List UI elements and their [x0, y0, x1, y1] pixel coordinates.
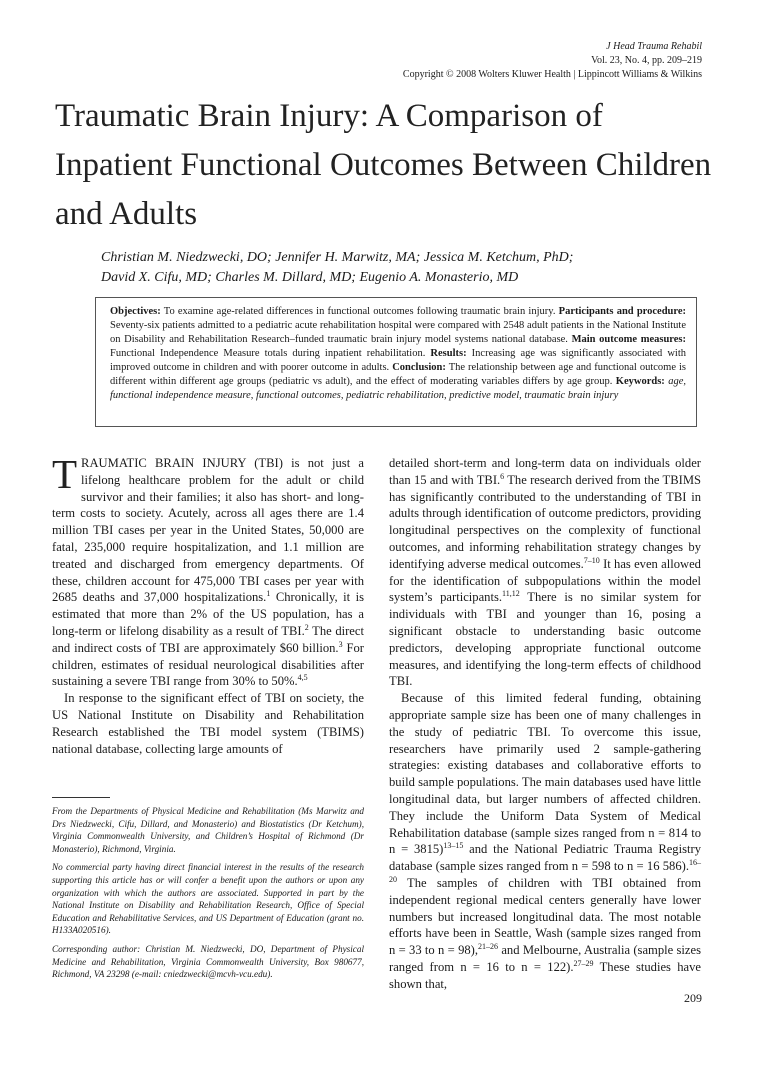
- page-number: 209: [684, 991, 702, 1005]
- objectives-label: Objectives:: [110, 306, 161, 317]
- objectives-text: To examine age-related differences in functional outcomes following traumatic brain injury.: [163, 306, 556, 317]
- volume-info: Vol. 23, No. 4, pp. 209–219: [591, 55, 702, 66]
- keywords-text: age, functional independence measure, functional outcomes, pediatric rehabilitation, predictive model, traumatic brain injury: [110, 376, 687, 401]
- measures-text: Functional Independence Measure totals during inpatient rehabilitation.: [110, 348, 426, 359]
- citation: 16–20: [389, 857, 701, 884]
- citation: 2: [304, 622, 309, 632]
- participants-label: Participants and procedure:: [558, 306, 687, 317]
- drop-cap: T: [52, 451, 78, 497]
- abstract-box: [95, 297, 697, 427]
- citation: 3: [338, 639, 343, 649]
- participants-text: Seventy-six patients admitted to a pediatric acute rehabilitation hospital were compared with 2548 adult patients in the National Institute on Disability and Rehabilitation Research–funded traumatic brain injury model systems national database.: [110, 320, 686, 345]
- footnotes: [52, 805, 364, 987]
- citation: 13–15: [443, 841, 464, 851]
- body-column-left: [52, 451, 365, 757]
- body-column-right: [389, 455, 701, 993]
- authors-line-1: Christian M. Niedzwecki, DO; Jennifer H. Marwitz, MA; Jessica M. Ketchum, PhD;: [101, 250, 574, 265]
- citation: 7–10: [583, 555, 600, 565]
- citation: 1: [266, 589, 271, 599]
- conclusion-text: The relationship between age and functional outcome is different within different age groups (pediatric vs adult), and the effect of moderating variables differs by age group.: [110, 362, 686, 387]
- footnote-affiliations: From the Departments of Physical Medicine and Rehabilitation (Ms Marwitz and Drs Niedzwecki, Cifu, Dillard, and Monasterio) and Biostatistics (Dr Ketchum), Virginia Commonwealth University, and Children’s Hospital of Richmond (Dr Monasterio), Richmond, Virginia.: [52, 806, 364, 854]
- author-list: [101, 248, 721, 288]
- results-text: Increasing age was significantly associated with improved outcome in children and with poorer outcome in adults.: [110, 348, 686, 373]
- intro-paragraph-3: detailed short-term and long-term data on individuals older than 15 and with TBI.$^6$ The research derived from the TBIMS has significantly contributed to the understanding of TBI in adults through identification of outcome predictors, providing longitudinal perspectives on the complexity of functional outcomes, and informing rehabilitation strategy changes by identifying adverse medical outcomes.$^{7-10}$ It has even allowed for the identification of subpopulations within the model system’s participants.$^{11,12}$ There is no similar system for individuals with TBI and younger than 16, posing a significant obstacle to understanding basic outcome predictors, developing appropriate functional outcome measures, and identifying the long-term effects of childhood TBI.: [389, 456, 702, 689]
- footnote-disclosure: No commercial party having direct financial interest in the results of the research supporting this article has or will confer a benefit upon the authors or upon any organization with which the authors are associated. Supported in part by the National Institute on Disability and Rehabilitation Research, Office of Special Education and Rehabilitative Services, and US Department of Education (grant no. H133A020516).: [52, 862, 364, 936]
- copyright-line: Copyright © 2008 Wolters Kluwer Health | Lippincott Williams & Wilkins: [402, 69, 702, 80]
- measures-label: Main outcome measures:: [571, 334, 687, 345]
- citation: 6: [500, 471, 505, 481]
- footnote-correspondence: Corresponding author: Christian M. Niedzwecki, DO, Department of Physical Medicine and Rehabilitation, Virginia Commonwealth University, Box 980677, Richmond, VA 23298 (e-mail: cniedzwecki@mcvh-vcu.edu).: [52, 943, 364, 980]
- authors-line-2: David X. Cifu, MD; Charles M. Dillard, MD; Eugenio A. Monasterio, MD: [101, 270, 519, 285]
- conclusion-label: Conclusion:: [392, 362, 446, 373]
- citation: 11,12: [502, 589, 520, 599]
- results-label: Results:: [430, 348, 467, 359]
- article-title: Traumatic Brain Injury: A Comparison of Inpatient Functional Outcomes Between Children and Adults: [55, 98, 712, 232]
- intro-paragraph-1: TRAUMATIC BRAIN INJURY (TBI) is not just a lifelong healthcare problem for the adult or child survivor and their families; it also has short- and long-term costs to society. Acutely, across all ages there are 1.4 million TBI cases per year in the United States, 50,000 are fatal, 235,000 require hospitalization, and 1.1 million are treated and discharged from emergency departments. Of these, children account for 475,000 TBI cases per year with 2685 deaths and 37,000 hospitalizations.$^1$ Chronically, it is estimated that more than 2% of the US population, has a long-term or lifelong disability as a result of TBI.$^2$ The direct and indirect costs of TBI are approximately $60 billion.$^3$ For children, estimates of residual neurological disabilities after sustaining a severe TBI range from 30% to 50%.$^{4,5}$: [52, 451, 365, 689]
- intro-paragraph-2: In response to the significant effect of TBI on society, the US National Institute on Disability and Rehabilitation Research established the TBI model system (TBIMS) national database, collecting large amounts of: [52, 691, 364, 756]
- journal-name: J Head Trauma Rehabil: [606, 41, 702, 52]
- footnote-divider: [52, 797, 110, 798]
- intro-paragraph-4: Because of this limited federal funding, obtaining appropriate sample size has been one of many challenges in the study of pediatric TBI. To overcome this issue, researchers have primarily used 2 sample-gathering strategies: existing databases and collaborative efforts to build sample populations. The main databases used have little longitudinal data, but larger numbers of affected children. They include the Uniform Data System of Medical Rehabilitation database (sample sizes ranged from n = 814 to n = 3815)$^{13-15}$ and the National Pediatric Trauma Registry database (sample sizes ranged from n = 598 to n = 16 586).$^{16-20}$ The samples of children with TBI obtained from independent regional medical centers generally have lower numbers but increased longitudinal data. The most notable efforts have been in Seattle, Wash (sample sizes ranged from n = 33 to n = 98),$^{21-26}$ and Melbourne, Australia (sample sizes ranged from n = 16 to n = 122).$^{27-29}$ These studies have shown that,: [389, 691, 702, 991]
- citation: 27–29: [573, 958, 594, 968]
- citation: 4,5: [297, 673, 308, 683]
- running-header: [403, 40, 702, 82]
- keywords-label: Keywords:: [615, 376, 665, 387]
- citation: 21–26: [478, 941, 499, 951]
